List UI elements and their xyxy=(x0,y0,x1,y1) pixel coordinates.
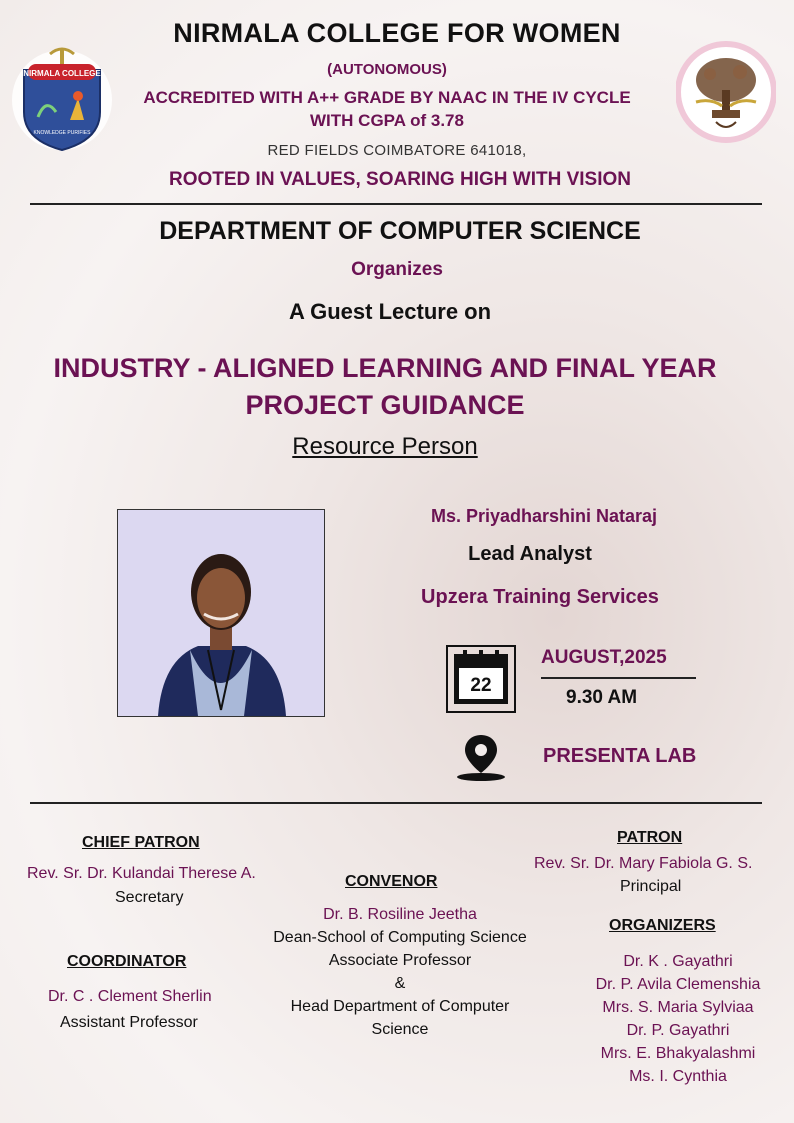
coordinator-heading: COORDINATOR xyxy=(67,953,187,970)
lecture-title-line: INDUSTRY - ALIGNED LEARNING AND FINAL YEAR xyxy=(53,353,717,383)
organizer-name: Ms. I. Cynthia xyxy=(629,1068,727,1085)
college-address: RED FIELDS COIMBATORE 641018, xyxy=(267,142,527,159)
lecture-title xyxy=(30,350,740,424)
chief-patron-heading: CHIEF PATRON xyxy=(82,834,200,851)
patron-name: Rev. Sr. Dr. Mary Fabiola G. S. xyxy=(534,855,753,872)
convenor-heading: CONVENOR xyxy=(345,873,438,890)
organizer-name: Mrs. S. Maria Sylviaa xyxy=(602,999,754,1016)
convenor-role: Head Department of Computer xyxy=(290,998,510,1015)
college-crest-logo xyxy=(10,42,114,154)
event-date: AUGUST,2025 xyxy=(541,647,667,668)
tree-emblem-logo xyxy=(676,40,776,150)
lecture-title-line: PROJECT GUIDANCE xyxy=(245,390,525,420)
college-name: NIRMALA COLLEGE FOR WOMEN xyxy=(173,18,621,48)
accreditation-line: WITH CGPA of 3.78 xyxy=(310,111,464,130)
speaker-photo xyxy=(117,509,325,717)
accreditation-statement xyxy=(100,86,674,132)
event-time: 9.30 AM xyxy=(566,687,638,708)
organizer-name: Dr. P. Avila Clemenshia xyxy=(595,976,761,993)
speaker-organization: Upzera Training Services xyxy=(421,586,659,608)
organizer-name: Dr. K . Gayathri xyxy=(623,953,733,970)
college-motto: ROOTED IN VALUES, SOARING HIGH WITH VISION xyxy=(168,169,631,190)
chief-patron-name: Rev. Sr. Dr. Kulandai Therese A. xyxy=(27,865,256,882)
location-pin-icon xyxy=(455,733,507,783)
organizer-name: Mrs. E. Bhakyalashmi xyxy=(600,1045,756,1062)
convenor-role: Associate Professor xyxy=(328,952,472,969)
coordinator-name: Dr. C . Clement Sherlin xyxy=(48,988,212,1005)
calendar-icon xyxy=(446,645,516,713)
convenor-role: Science xyxy=(371,1021,429,1038)
department-name: DEPARTMENT OF COMPUTER SCIENCE xyxy=(159,217,641,245)
event-venue: PRESENTA LAB xyxy=(543,745,697,767)
autonomous-status: (AUTONOMOUS) xyxy=(327,61,447,78)
accreditation-line: ACCREDITED WITH A++ GRADE BY NAAC IN THE IV CYCLE xyxy=(143,88,631,107)
convenor-amp: & xyxy=(394,975,406,992)
speaker-role: Lead Analyst xyxy=(468,543,592,565)
date-divider xyxy=(541,677,696,679)
calendar-day: 22 xyxy=(470,675,492,696)
header-divider xyxy=(30,203,762,205)
svg-text:NIRMALA COLLEGE: NIRMALA COLLEGE xyxy=(23,69,101,78)
speaker-name: Ms. Priyadharshini Nataraj xyxy=(430,506,658,526)
convenor-name: Dr. B. Rosiline Jeetha xyxy=(323,906,477,923)
committee-divider xyxy=(30,802,762,804)
svg-text:KNOWLEDGE PURIFIES: KNOWLEDGE PURIFIES xyxy=(33,130,91,136)
organizes-label: Organizes xyxy=(351,259,443,280)
organizers-heading: ORGANIZERS xyxy=(609,917,716,934)
convenor-role: Dean-School of Computing Science xyxy=(273,929,527,946)
chief-patron-role: Secretary xyxy=(115,889,184,906)
patron-role: Principal xyxy=(620,878,682,895)
organizer-name: Dr. P. Gayathri xyxy=(626,1022,730,1039)
patron-heading: PATRON xyxy=(617,829,683,846)
lecture-intro: A Guest Lecture on xyxy=(288,299,492,324)
coordinator-role: Assistant Professor xyxy=(60,1014,198,1031)
resource-person-heading: Resource Person xyxy=(292,433,478,460)
